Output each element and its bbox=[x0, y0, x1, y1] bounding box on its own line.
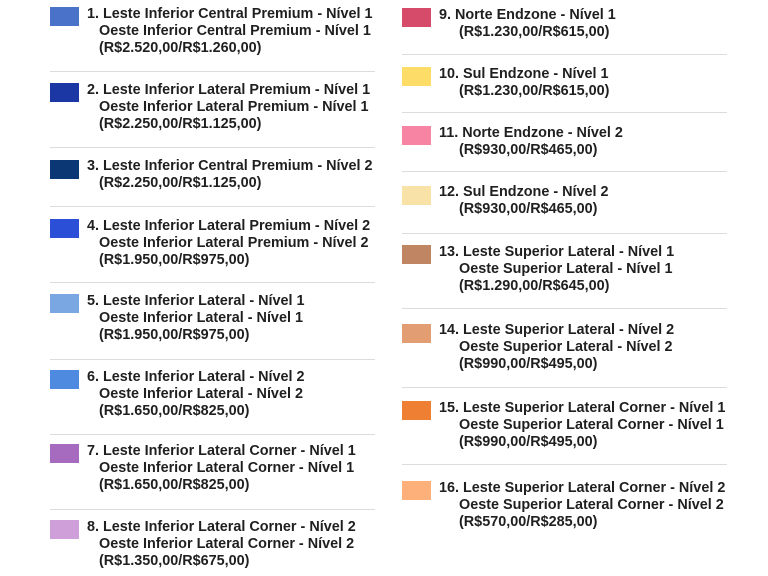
section-subtitle: Oeste Superior Lateral - Nível 1 bbox=[459, 261, 673, 278]
section-subtitle: Oeste Inferior Lateral - Nível 1 bbox=[99, 310, 303, 327]
section-subtitle: Oeste Superior Lateral Corner - Nível 1 bbox=[459, 417, 724, 434]
section-title: 12. Sul Endzone - Nível 2 bbox=[439, 184, 609, 200]
color-swatch bbox=[402, 324, 431, 343]
section-title: 11. Norte Endzone - Nível 2 bbox=[439, 125, 623, 141]
color-swatch bbox=[402, 401, 431, 420]
section-title: 15. Leste Superior Lateral Corner - Nível 1 bbox=[439, 400, 726, 416]
legend-item bbox=[50, 363, 375, 435]
section-subtitle: Oeste Superior Lateral Corner - Nível 2 bbox=[459, 497, 724, 514]
legend-text bbox=[439, 66, 727, 100]
legend-text bbox=[87, 293, 375, 345]
section-title: 7. Leste Inferior Lateral Corner - Nível 1 bbox=[87, 443, 356, 459]
section-subtitle: Oeste Inferior Lateral Corner - Nível 2 bbox=[99, 536, 355, 553]
legend-text bbox=[87, 519, 375, 571]
legend-item bbox=[402, 176, 727, 234]
legend-item bbox=[402, 237, 727, 309]
price-text: (R$1.290,00/R$645,00) bbox=[459, 278, 610, 295]
legend-text bbox=[439, 7, 727, 41]
section-subtitle: Oeste Inferior Lateral Premium - Nível 1 bbox=[99, 99, 369, 116]
legend-text bbox=[87, 218, 375, 270]
section-title: 8. Leste Inferior Lateral Corner - Nível 2 bbox=[87, 519, 356, 535]
price-text: (R$990,00/R$495,00) bbox=[459, 434, 598, 451]
price-text: (R$570,00/R$285,00) bbox=[459, 514, 598, 531]
legend-text bbox=[87, 369, 375, 421]
section-subtitle: Oeste Inferior Lateral Premium - Nível 2 bbox=[99, 235, 369, 252]
section-title: 14. Leste Superior Lateral - Nível 2 bbox=[439, 322, 675, 338]
legend-text bbox=[439, 184, 727, 218]
legend-item bbox=[50, 76, 375, 148]
legend-text bbox=[87, 82, 375, 134]
color-swatch bbox=[50, 83, 79, 102]
legend-item bbox=[50, 0, 375, 72]
section-title: 3. Leste Inferior Central Premium - Nível 2 bbox=[87, 158, 373, 174]
legend-item bbox=[402, 0, 727, 55]
section-subtitle: Oeste Inferior Lateral Corner - Nível 1 bbox=[99, 460, 355, 477]
color-swatch bbox=[402, 481, 431, 500]
legend-text bbox=[87, 6, 375, 58]
price-text: (R$930,00/R$465,00) bbox=[459, 142, 598, 159]
color-swatch bbox=[50, 520, 79, 539]
legend-item bbox=[402, 316, 727, 388]
price-text: (R$1.950,00/R$975,00) bbox=[99, 327, 250, 344]
legend-item bbox=[50, 288, 375, 360]
color-swatch bbox=[402, 186, 431, 205]
price-text: (R$2.250,00/R$1.125,00) bbox=[99, 175, 262, 192]
color-swatch bbox=[50, 370, 79, 389]
legend-text bbox=[439, 322, 727, 374]
price-text: (R$990,00/R$495,00) bbox=[459, 356, 598, 373]
legend-text bbox=[87, 158, 375, 192]
legend-text bbox=[439, 125, 727, 159]
price-text: (R$1.650,00/R$825,00) bbox=[99, 477, 250, 494]
section-title: 4. Leste Inferior Lateral Premium - Nível 2 bbox=[87, 218, 371, 234]
color-swatch bbox=[402, 8, 431, 27]
legend-text bbox=[439, 400, 727, 452]
section-title: 1. Leste Inferior Central Premium - Nível 1 bbox=[87, 6, 373, 22]
legend-item bbox=[50, 152, 375, 207]
price-text: (R$930,00/R$465,00) bbox=[459, 201, 598, 218]
price-text: (R$1.950,00/R$975,00) bbox=[99, 252, 250, 269]
color-swatch bbox=[50, 294, 79, 313]
price-text: (R$2.250,00/R$1.125,00) bbox=[99, 116, 262, 133]
section-title: 13. Leste Superior Lateral - Nível 1 bbox=[439, 244, 675, 260]
section-title: 5. Leste Inferior Lateral - Nível 1 bbox=[87, 293, 305, 309]
section-subtitle: Oeste Inferior Lateral - Nível 2 bbox=[99, 386, 303, 403]
price-text: (R$2.520,00/R$1.260,00) bbox=[99, 40, 262, 57]
legend-text bbox=[439, 244, 727, 296]
section-title: 16. Leste Superior Lateral Corner - Nível 2 bbox=[439, 480, 726, 496]
section-title: 9. Norte Endzone - Nível 1 bbox=[439, 7, 616, 23]
legend-item bbox=[402, 58, 727, 113]
section-title: 2. Leste Inferior Lateral Premium - Nível 1 bbox=[87, 82, 371, 98]
legend-item bbox=[402, 472, 727, 534]
color-swatch bbox=[402, 126, 431, 145]
color-swatch bbox=[402, 245, 431, 264]
legend-item bbox=[50, 211, 375, 283]
price-text: (R$1.230,00/R$615,00) bbox=[459, 83, 610, 100]
legend-text bbox=[87, 443, 375, 495]
color-swatch bbox=[50, 160, 79, 179]
price-text: (R$1.230,00/R$615,00) bbox=[459, 24, 610, 41]
color-swatch bbox=[402, 67, 431, 86]
legend-text bbox=[439, 480, 727, 532]
section-title: 10. Sul Endzone - Nível 1 bbox=[439, 66, 609, 82]
price-text: (R$1.650,00/R$825,00) bbox=[99, 403, 250, 420]
color-swatch bbox=[50, 219, 79, 238]
legend-item bbox=[50, 438, 375, 510]
section-subtitle: Oeste Superior Lateral - Nível 2 bbox=[459, 339, 673, 356]
section-subtitle: Oeste Inferior Central Premium - Nível 1 bbox=[99, 23, 371, 40]
legend-item bbox=[402, 393, 727, 465]
color-swatch bbox=[50, 7, 79, 26]
price-text: (R$1.350,00/R$675,00) bbox=[99, 553, 250, 570]
legend-item bbox=[50, 513, 375, 576]
color-swatch bbox=[50, 444, 79, 463]
legend-item bbox=[402, 117, 727, 172]
section-title: 6. Leste Inferior Lateral - Nível 2 bbox=[87, 369, 305, 385]
